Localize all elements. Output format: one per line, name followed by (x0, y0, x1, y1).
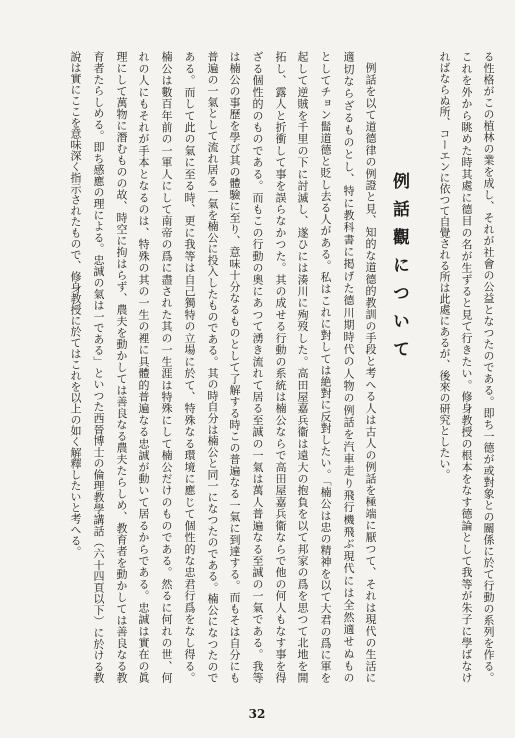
text-column: 拓し、露人と折衝して事を誤らなかつた。其の成せる行動の系統は楠公ならで高田屋嘉兵衞ならで他の何人もなす事を得 (274, 51, 287, 683)
text-column: 起して逆賊を千里の下に討滅し、遂ひには湊川に殉歿した。高田屋嘉兵衞は遠大の抱負を以て邦家の爲を思つて北地を開 (296, 51, 309, 683)
text-column: ればならぬ所、コーエンに依つて自覺される所は此處にあるが、後來の研究としたい。 (438, 51, 451, 480)
text-column: としてチョン髷道德と貶し去る人がある。私はこれに對しては絶對に反對したい。「楠公は忠の精神を以て大君の爲に軍を (319, 51, 332, 683)
section-heading: 例話觀について (389, 172, 409, 368)
text-column: る性格がこの植林の業を成し、それが社會の公益となつたのである。即ち一德が或對象との關係に於て行動の系列を作る。 (482, 51, 495, 683)
text-column: 普遍の一氣として流れ居る一氣を楠公に投入したものである。其の時自分は楠公と同一になつたのである。楠公になつたので (206, 51, 219, 683)
page-number: 32 (248, 707, 266, 721)
text-column: ある。而して此の氣に至る時、更に我等は自己獨特の立場に於て、特殊なる環境に應じて個性的な忠君行爲をなし得る。 (183, 51, 196, 683)
text-column: 育者たらしめる。即ち感應の理による。忠誠の氣は一である」といつた西晉博士の倫理教學講話（六十四頁以下）に於ける教 (92, 51, 105, 683)
text-column: 例話を以て道德律の例證と見、知的な道德的教訓の手段と考へる人は古人の例話を極端に厭つて、それは現代の生活に (364, 62, 377, 683)
text-column: これを外から眺めた時其處に德目の名が生ずると見て行きたい。修身教授の根本をなす德論として我等が朱子に學ばなけ (460, 51, 473, 683)
text-column: は楠公の事歷を學び其の體驗に至り、意味十分なるものとして了解する時この普遍なる一氣に到達する。而もそは自分にも (228, 51, 241, 683)
text-column: ざる個性的のものである。而もこの行動の奧にあつて湧き流れて居る至誠の一氣は萬人普遍なる至誠の一氣である。我等 (251, 51, 264, 683)
text-column: 說は實にここを意味深く指示されたもので、修身教授に於てはこれを以上の如く解釋したいと考へる。 (69, 51, 82, 557)
text-column: れの人にもそれが手本となるのは、特殊の其の一生の裡に具體的普遍なる忠誠が動いて居るからである。忠誠は實在の眞 (137, 51, 150, 683)
text-column: 楠公は數百年前の一軍人にして南帝の爲に盡された其の一生涯は特殊にして楠公だけのものである。然るに何れの世、何 (160, 51, 173, 683)
text-column: 適切ならざるものとし、特に教科書に掲げた德川期時代の人物の例話を汽車走り飛行機飛ぶ現代には全然適せぬもの (342, 51, 355, 683)
text-column: 理にして萬物に潛むものの故、時空に拘はらず、農夫を動かしては善良なる農夫たらしめ、教育者を動かしては善良なる教 (115, 51, 128, 683)
